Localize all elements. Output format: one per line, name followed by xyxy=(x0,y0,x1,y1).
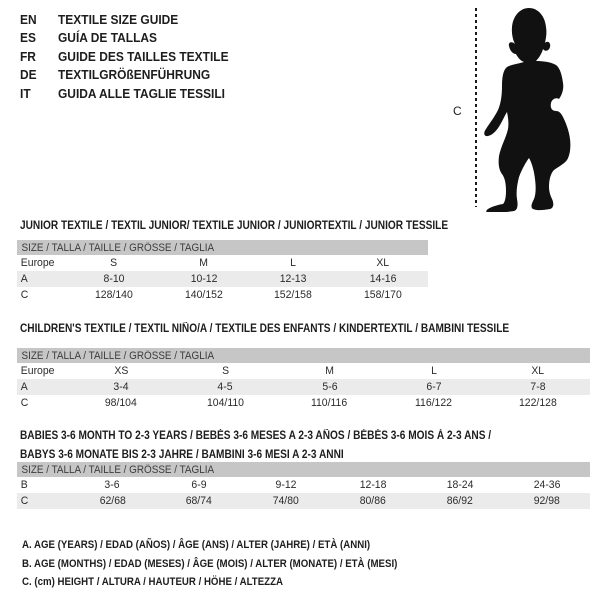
table-row xyxy=(17,287,428,303)
row-label: B xyxy=(20,479,28,491)
size-cell: 92/98 xyxy=(533,495,560,507)
table-row xyxy=(17,493,590,509)
table-row xyxy=(17,363,590,379)
language-code: FR xyxy=(20,48,36,64)
row-label: C xyxy=(20,289,29,301)
size-cell: M xyxy=(199,257,208,269)
language-code: ES xyxy=(20,30,36,46)
language-row xyxy=(20,10,243,29)
language-row xyxy=(20,29,243,48)
language-header xyxy=(20,10,243,103)
language-row xyxy=(20,47,243,66)
size-cell: 74/80 xyxy=(272,495,300,507)
size-cell: 12-13 xyxy=(280,273,307,285)
size-header-bar: SIZE / TALLA / TAILLE / GRÖSSE / TAGLIA xyxy=(17,240,428,255)
size-cell: 104/110 xyxy=(206,397,244,409)
size-header-bar: SIZE / TALLA / TAILLE / GRÖSSE / TAGLIA xyxy=(17,348,590,363)
size-cell: 140/152 xyxy=(184,289,223,301)
size-table xyxy=(17,240,428,303)
row-label: Europe xyxy=(20,365,55,377)
row-label: Europe xyxy=(20,257,55,269)
language-title: GUÍA DE TALLAS xyxy=(58,30,158,46)
note-line: C. (cm) HEIGHT / ALTURA / HAUTEUR / HÖHE / ALTEZZA xyxy=(22,576,284,589)
size-cell: 80/86 xyxy=(359,495,386,507)
size-cell: 128/140 xyxy=(94,289,133,301)
height-label: C xyxy=(453,104,462,118)
size-cell: XL xyxy=(531,365,545,377)
size-cell: 8-10 xyxy=(103,273,125,285)
table-row xyxy=(17,395,590,411)
row-label: C xyxy=(20,495,29,507)
size-cell: 68/74 xyxy=(186,495,213,507)
size-cell: 9-12 xyxy=(275,479,297,491)
size-cell: L xyxy=(430,365,437,377)
language-title: TEXTILE SIZE GUIDE xyxy=(58,11,179,27)
note-line: B. AGE (MONTHS) / EDAD (MESES) / ÂGE (MOIS) / ALTER (MONATE) / ETÀ (MESI) xyxy=(22,557,398,570)
size-cell: 62/68 xyxy=(99,495,126,507)
toddler-silhouette-icon xyxy=(483,5,600,212)
size-cell: 98/104 xyxy=(105,397,138,409)
table-title: BABIES 3-6 MONTH TO 2-3 YEARS / BEBÉS 3-6 MESES A 2-3 AÑOS / BÉBÉS 3-6 MOIS À 2-3 ANS / xyxy=(20,430,492,442)
note-line: A. AGE (YEARS) / EDAD (AÑOS) / ÂGE (ANS) / ALTER (JAHRE) / ETÀ (ANNI) xyxy=(22,539,371,552)
row-label: A xyxy=(20,273,28,285)
size-cell: 3-6 xyxy=(104,479,120,491)
language-title: TEXTILGRÖßENFÜHRUNG xyxy=(58,67,211,83)
size-cell: 86/92 xyxy=(446,495,473,507)
language-code: DE xyxy=(20,67,37,83)
size-cell: 7-8 xyxy=(530,381,546,393)
size-cell: 152/158 xyxy=(274,289,313,301)
row-label: C xyxy=(20,397,29,409)
table-row xyxy=(17,477,590,493)
table-row xyxy=(17,271,428,287)
size-table xyxy=(17,348,590,411)
language-code: EN xyxy=(20,11,37,27)
size-cell: 6-9 xyxy=(191,479,207,491)
table-title: CHILDREN'S TEXTILE / TEXTIL NIÑO/A / TEXTILE DES ENFANTS / KINDERTEXTIL / BAMBINI TESSILE xyxy=(20,323,510,335)
size-table xyxy=(17,462,590,509)
row-label: A xyxy=(20,381,28,393)
size-cell: 3-4 xyxy=(113,381,129,393)
size-cell: M xyxy=(325,365,334,377)
table-row xyxy=(17,255,428,271)
size-cell: L xyxy=(290,257,297,269)
size-cell: 12-18 xyxy=(359,479,387,491)
language-row xyxy=(20,66,243,85)
size-cell: 122/128 xyxy=(518,397,557,409)
size-cell: 10-12 xyxy=(190,273,217,285)
language-row xyxy=(20,84,243,103)
size-cell: 4-5 xyxy=(217,381,233,393)
language-title: GUIDA ALLE TAGLIE TESSILI xyxy=(58,85,226,101)
footnotes xyxy=(22,536,449,592)
size-cell: 18-24 xyxy=(446,479,474,491)
height-measure-line xyxy=(475,8,477,207)
size-cell: S xyxy=(221,365,229,377)
size-cell: 158/170 xyxy=(364,289,403,301)
size-header-bar: SIZE / TALLA / TAILLE / GRÖSSE / TAGLIA xyxy=(17,462,590,477)
size-cell: S xyxy=(110,257,118,269)
size-cell: 110/116 xyxy=(311,397,348,409)
table-row xyxy=(17,379,590,395)
size-cell: 6-7 xyxy=(426,381,442,393)
size-cell: 14-16 xyxy=(369,273,397,285)
size-cell: XL xyxy=(376,257,390,269)
size-cell: 116/122 xyxy=(415,397,453,409)
table-title: JUNIOR TEXTILE / TEXTIL JUNIOR/ TEXTILE JUNIOR / JUNIORTEXTIL / JUNIOR TESSILE xyxy=(20,220,449,232)
language-title: GUIDE DES TAILLES TEXTILE xyxy=(58,48,229,64)
size-cell: 24-36 xyxy=(533,479,560,491)
language-code: IT xyxy=(20,85,31,101)
table-title: BABYS 3-6 MONATE BIS 2-3 JAHRE / BAMBINI 3-6 MESI A 2-3 ANNI xyxy=(20,449,344,461)
size-cell: 5-6 xyxy=(321,381,338,393)
size-cell: XS xyxy=(114,365,129,377)
